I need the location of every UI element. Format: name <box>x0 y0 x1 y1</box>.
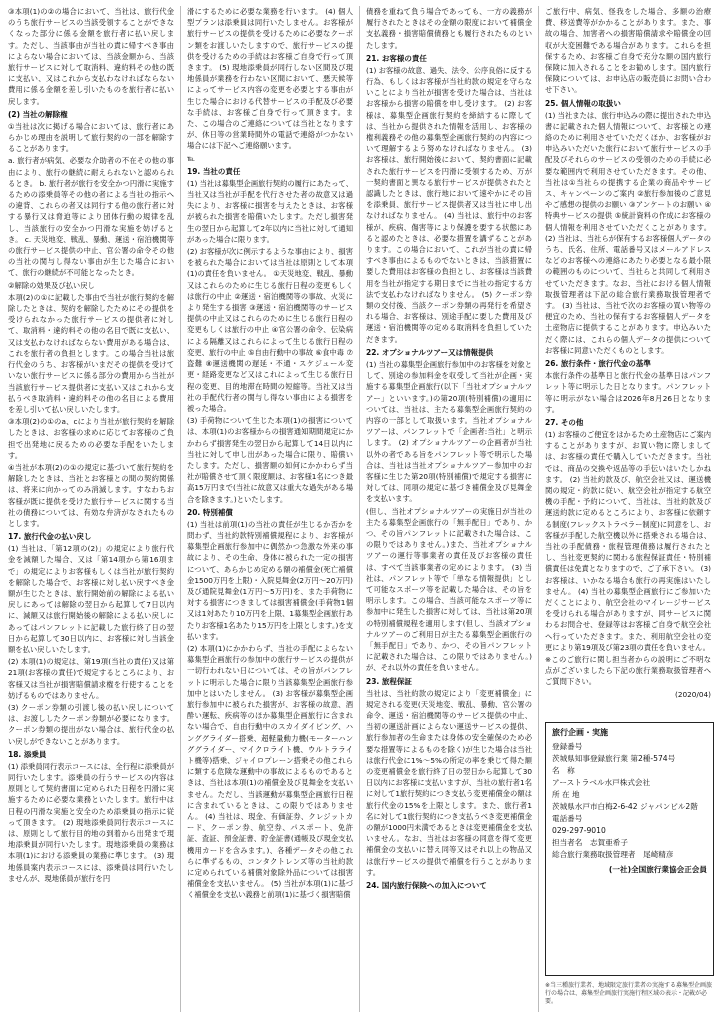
paragraph: (1) 添乗員同行表示コースには、全行程に添乗員が同行いたします。添乗員の行うサービスの内容は原則として契約書面に定められた日程を円滑に実施するために必要な業務といたします。旅行中は日程の円滑な実施と安全のため添乗員の指示に従って頂きます。 (2) 現地添乗員同行表示コースには、原則として旅行目的地の到着から出発まで現地添乗員が同行いたします。現地添乗員の業務は本項(1)における添乗員の業務に準じます。 (3) 現地係員案内表示コースには、添乗員は同行いたしませんが、現地係員が旅行を円 <box>8 761 174 883</box>
terms-column-2 <box>187 6 353 1012</box>
section-heading: 18. 添乗員 <box>8 749 47 759</box>
registration-label: 登録番号 <box>552 742 583 751</box>
column-divider <box>180 6 181 1012</box>
paragraph: a. 旅行者が病気、必要な介助者の不在その他の事由により、旅行の継続に耐えられないと認められるとき。 b. 旅行者が旅行を安全かつ円滑に実施するための添乗員等その他の者による当社の指示への違背、これらの者又は同行する他の旅行者に対する暴行又は脅迫等により団体行動の規律を乱し、当該旅行の安全かつ円滑な実施を妨げるとき。 c. 天災地変、戦乱、暴動、運送・宿泊機関等の旅行サービス提供の中止、官公署の命令その他の当社の関与し得ない事由が生じた場合において、旅行の継続が不可能となったとき。 <box>8 156 174 278</box>
phone-mark: ℡ <box>187 153 195 163</box>
paragraph: 当社は、当社約款の規定により「変更補償金」に規定される変更(天災地変、戦乱、暴動、官公署の命令、運送・宿泊機関等のサービス提供の中止、当初の運送計画によらない運送サービスの提供、旅行参加者の生命または身体の安全確保のため必要な措置等によるものを除く)が生じた場合は当社は旅行代金に1%〜5%の所定の率を乗じて得た額の変更補償金を旅行終了日の翌日から起算して30日以内にお客様に支払いますが、当社の旅行者1名に対して1旅行契約につき支払う変更補償金の額は旅行代金の15%を上限とします。また、旅行者1名に対して1旅行契約につき支払うべき変更補償金の額が1000円未満であるときは変更補償金を支払いません。なお、当社はお客様の同意を得て変更補償金の支払いに替え同等又はそれ以上の物品又は旅行サービスの提供で補償を行うことがあります。 <box>366 688 532 877</box>
terms-column-1 <box>8 6 174 1012</box>
paragraph: (但し、当社オプショナルツアーの実施日が当社の主たる募集型企画旅行の「無手配日」であり、かつ、その旨パンフレットに記載された場合は、この限りではありません。)また、当社オプショナルツアーの運行等事業者の責任及びお客様の責任は、すべて当該事業者の定めによります。 (3) 当社は、パンフレット等で「単なる情報提供」として可能なスポーツ等を記載した場合は、その旨を明示します。この場合、当該可能なスポーツ等に参加中に発生した損害に対しては、当社は第20項の特別補償規程を適用します(但し、当該オプショナルツアーのご利用日が主たる募集型企画旅行の「無手配日」であり、かつ、その旨パンフレットに記載された場合は、この限りではありません。)が、それ以外の責任を負いません。 <box>366 506 532 673</box>
association-membership: (一社)全国旅行業協会正会員 <box>608 865 707 874</box>
paragraph: ①当社は次に掲げる場合においては、旅行者にあらかじめ理由を説明して旅行契約の一部を解除することがあります。 <box>8 121 174 154</box>
paragraph: ②解除の効果及び払い戻し <box>8 280 95 290</box>
paragraph: ご旅行中、病気、怪我をした場合、多額の治療費、移送費等がかかることがあります。また、事故の場合、加害者への損害賠償請求や賠償金の回収が大変困難である場合があります。これらを担保するため、お客様ご自身で充分な額の国内旅行保険に加入されることをお勧めします。国内旅行保険については、お申込店の販売員にお問い合わせ下さい。 <box>545 7 711 95</box>
paragraph: (3) クーポン券類の引渡し後の払い戻しについては、お渡ししたクーポン券類が必要になります。クーポン券類の提出がない場合は、旅行代金の払い戻しができないことがあります。 <box>8 702 174 746</box>
column-divider <box>538 6 539 1012</box>
paragraph: (1) お客様のご便宜をはかるため土産物店にご案内することがありますが、お買い物に際しましては、お客様の責任で購入していただきます。当社では、商品の交換や返品等の手伝いはいたしかねます。 (2) 当社約款及び、航空会社又は、運送機関の規定・約款に従い、航空会社が指定する航空機の手配・予約について、当社は、当社約款及び運送約款に定めるところにより、お客様に依頼する制度(フレックストラベラー制度)に同意をし、お客様が手配した航空機以外に搭乗される場合は、当社の手配債務・旅程管理債務は履行されたとし、当社変更契約に関わる旅程保証責任・特別補償責任は免責となりますので、ご了承下さい。 (3) お客様は、いかなる場合も旅行の再実施はいたしません。 (4) 当社の募集型企画旅行にご参加いただくことにより、航空会社のマイレージサービスを受けられる場合がありますが、同サービスに関わるお問合せ、登録等はお客様ご自身で航空会社へ行っていただきます。また、利用航空会社の変更により第19項及び第23項の責任を負いません。 <box>545 429 711 652</box>
phone-value: 029-297-9010 <box>552 826 606 835</box>
column-divider <box>359 6 360 1012</box>
paragraph: (1) お客様の故意、過失、法令、公序良俗に反する行為、もしくはお客様が当社約款の規定を守らないことにより当社が損害を受けた場合は、当社はお客様から損害の賠償を申し受けます。 (2) お客様は、募集型企画旅行契約を締結するに際しては、当社から提供された情報を活用し、お客様の権利義務その他の募集型企画旅行契約の内容について理解するよう努めなければなりません。 (3) お客様は、旅行開始後において、契約書面に記載された旅行サービスを円滑に受領するため、万が一契約書面と異なる旅行サービスが提供されたと認識したときは、旅行地において速やかにその旨を添乗員、旅行サービス提供者又は当社に申し出なければなりません。 (4) 当社は、旅行中のお客様が、疾病、傷害等により保護を要する状態にあると認めたときは、必要な措置を講ずることがあります。この場合において、これが当社の責に帰すべき事由によるものでないときは、当該措置に要した費用はお客様の負担とし、お客様は当該費用を当社が指定する期日までに当社の指定する方法で支払わなければなりません。 (5) クーポン券類の交付後、当該クーポン券類の再発行を希望される場合、お客様は、別途手配に要した費用及び運送・宿泊機関等の定める取消料を負担していただきます。 <box>366 65 532 344</box>
section-heading: 21. お客様の責任 <box>366 53 427 63</box>
paragraph: (1) 当社は、「第12項の(2)」の規定により旅行代金を減額した場合、又は「第14項から第16項まで」の規定によりお客様もしくは当社が旅行契約を解除した場合で、お客様に対し払い戻すべき金額が生じたときは、旅行開始前の解除による払い戻しにあっては解除の翌日から起算して7日以内に、減額又は旅行開始後の解除による払い戻しにあってはパンフレットに記載した旅行終了日の翌日から起算して30日以内に、お客様に対し当該金額を払い戻しいたします。 <box>8 544 174 654</box>
paragraph: (1) 当社の募集型企画旅行参加中のお客様を対象として、別途の参加料金を収受して当社が企画・実施する募集型企画旅行(以下「当社オプショナルツアー」といいます。)の第20項(特別補償)の適用については、当社は、主たる募集型企画旅行契約の内容の一部として取扱います。当社オプショナルツアーは、パンフレットで「企画者:当社」と明示します。 (2) オプショナルツアーの企画者が当社以外の者である旨をパンフレット等で明示した場合は、当社は当社オプショナルツアー参加中のお客様に生じた第20項(特別補償)で規定する損害に対しては、同項の規定に基づき補償金及び見舞金を支払います。 <box>366 359 532 504</box>
paragraph: (2) 本項(1)にかかわらず、当社の手配によらない募集型企画旅行の参加中の旅行サービスの提供が一切行われない日については、その旨がパンフレットに明示した場合に限り当該募集型企画旅行参加中とはいたしません。 (3) お客様が募集型企画旅行参加中に被られた損害が、お客様の故意、酒酔い運転、疾病等のほか募集型企画旅行に含まれない場合で、自由行動中のスカイダイビング、ハンググライダー搭乗、超軽量動力機(モーターハンググライダー、マイクロライト機、ウルトラライト機等)搭乗、ジャイロプレーン搭乗その他これらに類する危険な運動中の事故によるものであるときは、当社は本項(1)の補償金及び見舞金を支払いません。ただし、当該運動が募集型企画旅行日程に含まれているときは、この限りではありません。 (4) 当社は、現金、有価証券、クレジットカード、クーポン券、航空券、パスポート、免許証、査証、預金証書、貯金証書(通帳及び現金支払機用カードを含みます。)、各種データその他これらに準ずるもの、コンタクトレンズ等の当社約款に定められている補償対象除外品については損害補償金を支払いません。 (5) 当社が本項(1)に基づく補償金を支払い義務と前項(1)に基づく損害賠償 <box>187 643 353 900</box>
paragraph: ※このご旅行に関し担当者からの説明にご不明な点がございましたら下記の旅行業務取扱管理者へご質問下さい。 <box>545 654 711 687</box>
paragraph: (2) 本項(1)の規定は、第19項(当社の責任)又は第21項(お客様の責任)で規定するところにより、お客様又は当社が損害賠償請求権を行使することを妨げるものではありません。 <box>8 657 174 700</box>
company-info-box <box>545 722 714 976</box>
section-heading: 20. 特別補償 <box>187 507 233 517</box>
paragraph: 本項(2)の①に記載した事由で当社が旅行契約を解除したときは、契約を解除したためにその提供を受けられなかった旅行サービスの提供者に対して、取消料・違約料その他の名目で既に支払い、又は支払わなければならない費用がある場合は、これを旅行者の負担とします。この場合当社は旅行代金のうち、お客様がいまだその提供を受けていない旅行サービスに係る部分の費用から当社が当該旅行サービス提供者に支払い又はこれから支払うべき取消料・違約料その他の名目による費用を差し引いて払い戻しいたします。 <box>8 292 174 414</box>
section-heading: 26. 旅行条件・旅行代金の基準 <box>545 359 651 369</box>
company-name-value: アーストラベル水戸株式会社 <box>552 778 651 787</box>
paragraph: (2) お客様が次に例示するような事由により、損害を被られた場合においては当社は原則として本項(1)の責任を負いません。 ①天災地変、戦乱、暴動又はこれらのために生じる旅行日程の変更もしくは旅行の中止 ②運送・宿泊機関等の事故、火災により発生する損害 ③運送・宿泊機関等のサービス提供の中止又はこれらのために生じる旅行日程の変更もしくは旅行の中止 ④官公署の命令、伝染病による隔離又はこれらによって生じる旅行日程の変更、旅行の中止 ⑤自由行動中の事故 ⑥食中毒 ⑦盗難 ⑧運送機関の遅延・不通・スケジュール変更・経路変更など又はこれによって生じる旅行日程の変更、目的地滞在時間の短縮等。当社又は当社の手配代行者の関与し得ない事由による損害を被った場合。 <box>187 247 353 413</box>
paragraph: 債務を重ねて負う場合であっても、一方の義務が履行されたときはその金額の限度において補償金支払義務・損害賠償債務とも履行されたものといたします。 <box>366 7 532 50</box>
terms-column-3 <box>366 6 532 1012</box>
paragraph: (1) 当社は募集型企画旅行契約の履行にあたって、当社又は当社が手配を代行させた者の故意又は過失により、お客様に損害を与えたときは、お客様が被られた損害を賠償いたします。ただし損害発生の翌日から起算して2年以内に当社に対して通知があった場合に限ります。 <box>187 178 353 244</box>
section-heading: 24. 国内旅行保険への加入について <box>366 881 487 891</box>
section-heading: (2) 当社の解除権 <box>8 109 68 119</box>
paragraph: (1) 当社または、旅行申込みの際に提出された申込書に記載された個人情報について、お客様との連絡のために利用させていただくほか、お客様がお申込みいただいた旅行において旅行サービスの手配及びそれらのサービスの受領のための手続に必要な範囲内で利用させていただきます。その他、当社は①当社らの提携する企業の商品やサービス、キャンペーンのご案内 ②旅行参加後のご意見やご感想の提供のお願い ③アンケートのお願い ④特典サービスの提供 ⑤統計資料の作成にお客様の個人情報を利用させていただくことがあります。 (2) 当社は、当社らが保有するお客様個人データのうち、氏名、住所、電話番号又はメールアドレスなどのお客様への連絡にあたり必要となる最小限の範囲のものについて、当社らと共同して利用させていただきます。なお、当社における個人情報取扱管理者は下記の総合旅行業務取扱管理者です。 (3) 当社は、当社で次のお客様の買い物等の便宜のため、当社の保有するお客様個人データを土産物店に提供することがあります。申込みいただく際には、これらの個人データの提供についてお客様に同意いただくものとします。 <box>545 110 711 355</box>
paragraph: 本旅行条件の基準日と旅行代金の基準日はパンフレット等に明示した日となります。パンフレット等に明示がない場合は2026年8月26日となります。 <box>545 371 711 414</box>
paragraph: 滑にするために必要な業務を行います。 (4) 個人型プランは添乗員は同行いたしません。お客様が旅行サービスの提供を受けるために必要なクーポン類をお渡しいたしますので、旅行サービスの提供を受けるための手続はお客様ご自身で行って頂きます。 (5) 現地添乗員が同行しない区間及び現地係員が業務を行わない区間において、悪天候等によってサービス内容の変更を必要とする事由が生じた場合における代替サービスの手配及び必要な手続は、お客様ご自身で行って頂きます。また、この場合のご連絡については当社となりますが、休日等の営業時間外の電話で連絡がつかない場合には下記へご連絡願います。 <box>187 7 353 151</box>
paragraph: ④当社が本項(2)の①の規定に基づいて旅行契約を解除したときは、当社とお客様との間の契約関係は、将来に向かってのみ消滅します。すなわちお客様が既に提供を受けた旅行サービスに関する当社の債務については、有効な弁済がなされたものとします。 <box>8 462 174 528</box>
travel-terms-page <box>8 6 714 1014</box>
paragraph: ③本項(2)の①のa、cにより当社が旅行契約を解除したときは、お客様の求めに応じてお客様のご負担で出発地に戻るための必要な手配をいたします。 <box>8 417 174 460</box>
info-title: 旅行企画・実施 <box>552 728 608 737</box>
paragraph: ③本項(1)の②の場合において、当社は、旅行代金のうち旅行サービスの当該受領することができなくなった部分に係る金額を旅行者に払い戻します。ただし、当該事由が当社の責に帰すべき事由によらない場合においては、当該金額から、当該旅行サービスに対して取消料、違約料その他の既に支払い、又はこれから支払わなければならない費用に係る金額を差し引いたものを旅行者に払い戻します。 <box>8 7 174 106</box>
address-value: 茨城県水戸市白梅2-6-42 ジャパンビル2階 <box>552 802 698 811</box>
paragraph: (3) 手荷物について生じた本項(1)の損害については、本項(1)のお客様からの損害通知期間規定にかかわらず損害発生の翌日から起算して14日以内に当社に対して申し出があった場合に限り、賠償いたします。ただし、損害額の如何にかかわらず当社が賠償させて頂く限度額は、お客様1名につき最高15万円まで(当社に故意又は重大な過失がある場合を除きます。)といたします。 <box>187 416 353 504</box>
registration-value: 茨城県知事登録旅行業 第2種-574号 <box>552 754 676 763</box>
section-heading: 27. その他 <box>545 417 584 427</box>
footnote: ※当三種旅行業者、地域限定旅行業者の実施する募集型企画旅行の場合は、募集型企画旅行実施行程区域の表示・記載が必要。 <box>545 982 713 1005</box>
manager-name: 総合旅行業務取扱管理者 尾崎精彦 <box>552 850 674 859</box>
paragraph: (1) 当社は前項(1)の当社の責任が生じるか否かを問わず、当社約款特別補償規程により、お客様が募集型企画旅行参加中に偶然かつ急激な外来の事故により、その生命、身体に被られた一定の損害について、あらかじめ定める額の補償金(死亡補償金1500万円を上限)・入院見舞金(2万円〜20万円)及び通院見舞金(1万円〜5万円)を、また手荷物に対する損害につきましては損害補償金(手荷物1個又は1対あたり10万円を上限、1募集型企画旅行あたりお客様1名あたり15万円を上限とします。)を支払います。 <box>187 519 353 641</box>
section-heading: 23. 旅程保証 <box>366 676 412 686</box>
section-heading: 19. 当社の責任 <box>187 166 241 176</box>
staff-name: 担当者名 志賀亜希子 <box>552 838 628 847</box>
phone-label: 電話番号 <box>552 814 583 823</box>
section-heading: 22. オプショナルツアー又は情報提供 <box>366 347 494 357</box>
terms-column-4 <box>545 6 711 714</box>
address-label: 所 在 地 <box>552 790 580 799</box>
section-heading: 17. 旅行代金の払い戻し <box>8 532 92 542</box>
revision-date: (2020/04) <box>674 689 711 699</box>
company-name-label: 名 称 <box>552 766 575 775</box>
section-heading: 25. 個人情報の取扱い <box>545 98 621 108</box>
